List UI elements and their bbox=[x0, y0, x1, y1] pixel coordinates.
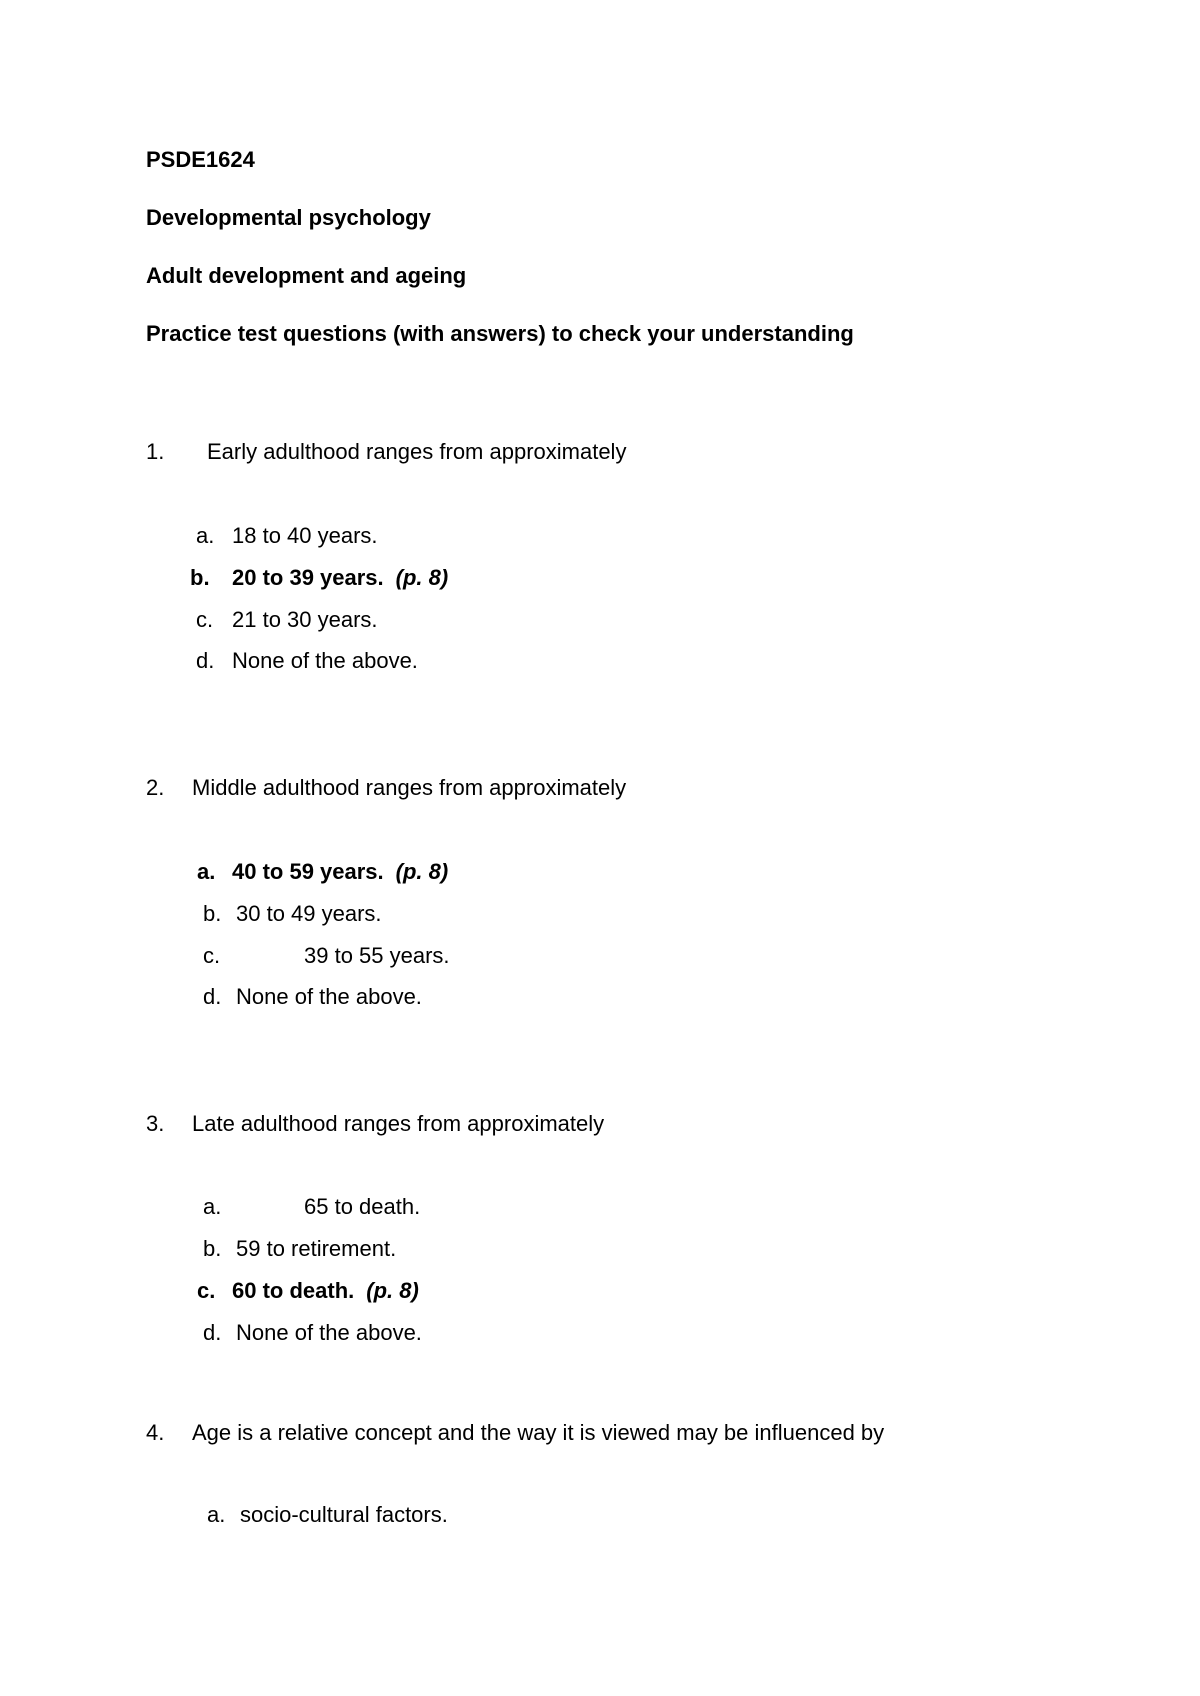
option-text: socio-cultural factors. bbox=[240, 1502, 448, 1527]
option-text: None of the above. bbox=[236, 984, 422, 1009]
question-text: Age is a relative concept and the way it is viewed may be influenced by bbox=[192, 1420, 885, 1445]
option-letter: c. bbox=[203, 943, 221, 968]
option-letter: b. bbox=[203, 1236, 222, 1261]
subject-title: Developmental psychology bbox=[146, 205, 431, 230]
page-heading: Practice test questions (with answers) to check your understanding bbox=[146, 321, 854, 346]
page-reference: (p. 8) bbox=[366, 1278, 419, 1303]
option-letter: a. bbox=[203, 1194, 222, 1219]
question-number: 2. bbox=[146, 775, 165, 800]
option-text: 18 to 40 years. bbox=[232, 523, 378, 548]
correct-answer bbox=[232, 565, 448, 591]
option-letter: b. bbox=[203, 901, 222, 926]
topic-title: Adult development and ageing bbox=[146, 263, 467, 288]
option-text: None of the above. bbox=[232, 648, 418, 673]
option-letter: a. bbox=[196, 523, 215, 548]
page-reference: (p. 8) bbox=[395, 859, 449, 884]
correct-answer bbox=[232, 859, 448, 885]
question-number: 4. bbox=[146, 1420, 165, 1445]
option-letter: d. bbox=[203, 1320, 222, 1345]
question-text: Middle adulthood ranges from approximately bbox=[192, 775, 627, 800]
option-text: 30 to 49 years. bbox=[236, 901, 382, 926]
question-text: Late adulthood ranges from approximately bbox=[192, 1111, 605, 1136]
page-reference: (p. 8) bbox=[395, 565, 449, 590]
option-letter: d. bbox=[203, 984, 222, 1009]
option-letter: a. bbox=[197, 859, 216, 884]
correct-answer bbox=[232, 1278, 419, 1304]
option-text: 65 to death. bbox=[304, 1194, 421, 1219]
option-text: 59 to retirement. bbox=[236, 1236, 397, 1261]
option-letter: d. bbox=[196, 648, 215, 673]
question-number: 3. bbox=[146, 1111, 165, 1136]
option-letter: b. bbox=[190, 565, 210, 590]
option-text: 40 to 59 years. bbox=[232, 859, 384, 884]
option-letter: a. bbox=[207, 1502, 226, 1527]
option-text: None of the above. bbox=[236, 1320, 422, 1345]
question-text: Early adulthood ranges from approximately bbox=[207, 439, 627, 464]
option-text: 20 to 39 years. bbox=[232, 565, 384, 590]
option-letter: c. bbox=[196, 607, 214, 632]
option-letter: c. bbox=[197, 1278, 216, 1303]
question-number: 1. bbox=[146, 439, 165, 464]
course-code: PSDE1624 bbox=[146, 147, 255, 172]
option-text: 21 to 30 years. bbox=[232, 607, 378, 632]
option-text: 39 to 55 years. bbox=[304, 943, 450, 968]
option-text: 60 to death. bbox=[232, 1278, 355, 1303]
